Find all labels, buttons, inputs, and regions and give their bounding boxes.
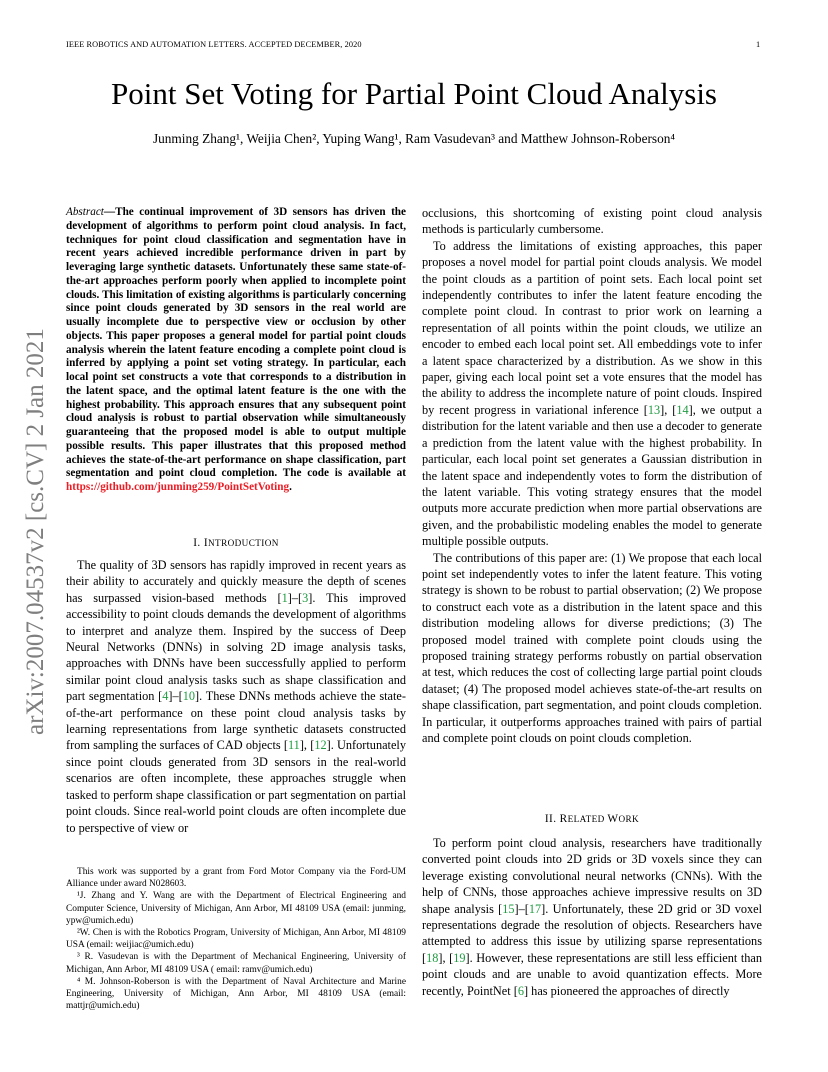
citation-link[interactable]: 6 — [517, 983, 524, 998]
section-heading-related-work: II. RELATED WORK — [544, 813, 640, 825]
paragraph: To perform point cloud analysis, researchers have traditionally converted point clouds into 2D grids or 3D voxels since they can leverage existing convolutional neural networks (CNNs). With the help of CNNs, those approaches achieve impressive results on 3D shape analysis [15]–[17]. Unfortunately, these 2D grid or 3D voxel representations degrade the resolution of objects. Researchers have attempted to address this issue by utilizing sparse representations [18], [19]. However, these representations are still less efficient than point clouds and are unable to avoid quantization effects. More recently, PointNet [6] has pioneered the approaches of directly — [422, 836, 763, 998]
footnote-funding: This work was supported by a grant from Ford Motor Company via the Ford-UM Alliance under award N028603. — [66, 867, 406, 890]
paragraph: To address the limitations of existing approaches, this paper proposes a novel model for partial point clouds analysis. We model the point clouds as a partition of point sets. Each local point set independently contributes to infer the latent feature encoding the complete point cloud. In contrast to prior work on learning a representation of all points within the point clouds, we utilize an encoder to embed each local point set. All embeddings vote to infer a latent space characterized by a distribution. As we show in this paper, giving each local point set a vote ensures that the model has the ability to address the incomplete nature of point clouds. Inspired by recent progress in variational inference [13], [14], we output a distribution for the latent variable and then use a decoder to generate a prediction from the latent value with the highest probability. In particular, each local point set generates a Gaussian distribution in the latent space and independently votes to form the distribution of the latent variable. This voting strategy ensures that the model outputs more accurate prediction when more partial observations are given, and the probabilistic modeling enables the model to generate multiple possible outputs. — [422, 238, 762, 549]
citation-link[interactable]: 19 — [453, 950, 466, 965]
citation-link[interactable]: 18 — [426, 950, 439, 965]
citation-link[interactable]: 14 — [676, 402, 689, 417]
code-link[interactable]: https://github.com/junming259/PointSetVoting — [66, 481, 290, 493]
right-column-text — [422, 205, 762, 746]
citation-link[interactable]: 17 — [528, 901, 542, 916]
footnote-2: ²W. Chen is with the Robotics Program, University of Michigan, Ann Arbor, MI 48109 USA (email: weijiac@umich.edu) — [66, 928, 406, 951]
footnotes — [66, 866, 406, 1012]
paragraph: The contributions of this paper are: (1) We propose that each local point set independently votes to infer the latent feature. This voting strategy is shown to be robust to partial observation; (2) We propose to construct each vote as a distribution in the latent space and this distribution modeling allows for diverse predictions; (3) The proposed model trained with complete point clouds using the proposed training strategy performs robustly on partial observation at test, which reduces the cost of collecting large partial point clouds dataset; (4) The proposed model achieves state-of-the-art results on shape classification, part segmentation, and point clouds completion. In particular, it outperforms approaches trained with pairs of partial and complete point clouds on point clouds completion. — [422, 550, 762, 745]
abstract-end: . — [289, 481, 292, 493]
footnote-1: ¹J. Zhang and Y. Wang are with the Department of Electrical Engineering and Computer Science, University of Michigan, Ann Arbor, MI 48109 USA (email: junming, ypw@umich.edu) — [66, 891, 406, 926]
citation-link[interactable]: 1 — [281, 590, 288, 605]
paper-title: Point Set Voting for Partial Point Cloud Analysis — [111, 76, 717, 111]
page-number: 1 — [756, 40, 761, 49]
citation-link[interactable]: 10 — [182, 689, 196, 704]
footnote-4: ⁴ M. Johnson-Roberson is with the Department of Naval Architecture and Marine Engineering, University of Michigan, Ann Arbor, MI 48109 USA (email: mattjr@umich.edu) — [66, 976, 406, 1012]
abstract-text: —The continual improvement of 3D sensors has driven the development of algorithms to perform point cloud analysis. In fact, techniques for point cloud classification and segmentation have in recent years achieved incredible performance driven in part by leveraging large synthetic datasets. Unfortunately these same state-of-the-art approaches perform poorly when applied to incomplete point clouds. This limitation of existing algorithms is particularly concerning since point clouds generated by 3D sensors in the real world are usually incomplete due to perspective view or occlusion by other objects. This paper proposes a general model for partial point clouds analysis wherein the latent feature encoding a complete point cloud is inferred by applying a point set voting strategy. In particular, each local point set constructs a vote that corresponds to a distribution in the latent space, and the optimal latent feature is the one with the highest probability. This approach ensures that any subsequent point cloud analysis is robust to partial observation while simultaneously guaranteeing that the proposed model is able to output multiple possible results. This paper illustrates that this proposed method achieves the state-of-the-art performance on shape classification, part segmentation and point cloud completion. The code is available at — [66, 206, 406, 480]
section-number: I. — [193, 537, 204, 549]
author-list: Junming Zhang¹, Weijia Chen², Yuping Wang¹, Ram Vasudevan³ and Matthew Johnson-Roberson⁴ — [152, 131, 676, 146]
abstract — [66, 206, 406, 495]
citation-link[interactable]: 3 — [302, 590, 309, 605]
footnote-3: ³ R. Vasudevan is with the Department of Mechanical Engineering, University of Michigan, Ann Arbor, MI 48109 USA ( email: ramv@umich.edu) — [66, 952, 406, 975]
section-initial: I — [203, 537, 209, 549]
section-heading-introduction — [66, 537, 406, 549]
related-work-text — [422, 835, 762, 999]
citation-link[interactable]: 13 — [647, 402, 661, 417]
section-rest: NTRODUCTION — [208, 538, 279, 548]
introduction-text — [66, 557, 406, 836]
section-number: II. — [544, 813, 560, 825]
arxiv-stamp: arXiv:2007.04537v2 [cs.CV] 2 Jan 2021 — [22, 328, 49, 735]
paragraph: The quality of 3D sensors has rapidly improved in recent years as their ability to accurately and quickly measure the depth of scenes has surpassed vision-based methods [1]–[3]. This improved accessibility to point clouds demands the development of algorithms to interpret and analyze them. Inspired by the success of Deep Neural Networks (DNNs) in solving 2D image analysis tasks, approaches with DNNs have been successfully applied to perform similar point cloud analysis tasks such as shape classification and part segmentation [4]–[10]. These DNNs methods achieve the state-of-the-art performance on these point cloud analysis tasks by learning representations from large synthetic datasets constructed from sampling the surfaces of CAD objects [11], [12]. Unfortunately since point clouds generated from 3D sensors in the real-world scenarios are often incomplete, these approaches struggle when tasked to perform shape classification or part segmentation on partial point clouds. Since real-world point clouds are often incomplete due to perspective of view or — [66, 558, 406, 835]
citation-link[interactable]: 4 — [162, 689, 169, 704]
paragraph: occlusions, this shortcoming of existing point cloud analysis methods is particularly cumbersome. — [422, 206, 762, 237]
citation-link[interactable]: 12 — [314, 738, 327, 753]
running-header: IEEE ROBOTICS AND AUTOMATION LETTERS. ACCEPTED DECEMBER, 2020 — [66, 40, 362, 49]
citation-link[interactable]: 15 — [502, 901, 515, 916]
abstract-label: Abstract — [66, 206, 104, 218]
citation-link[interactable]: 11 — [287, 738, 300, 753]
